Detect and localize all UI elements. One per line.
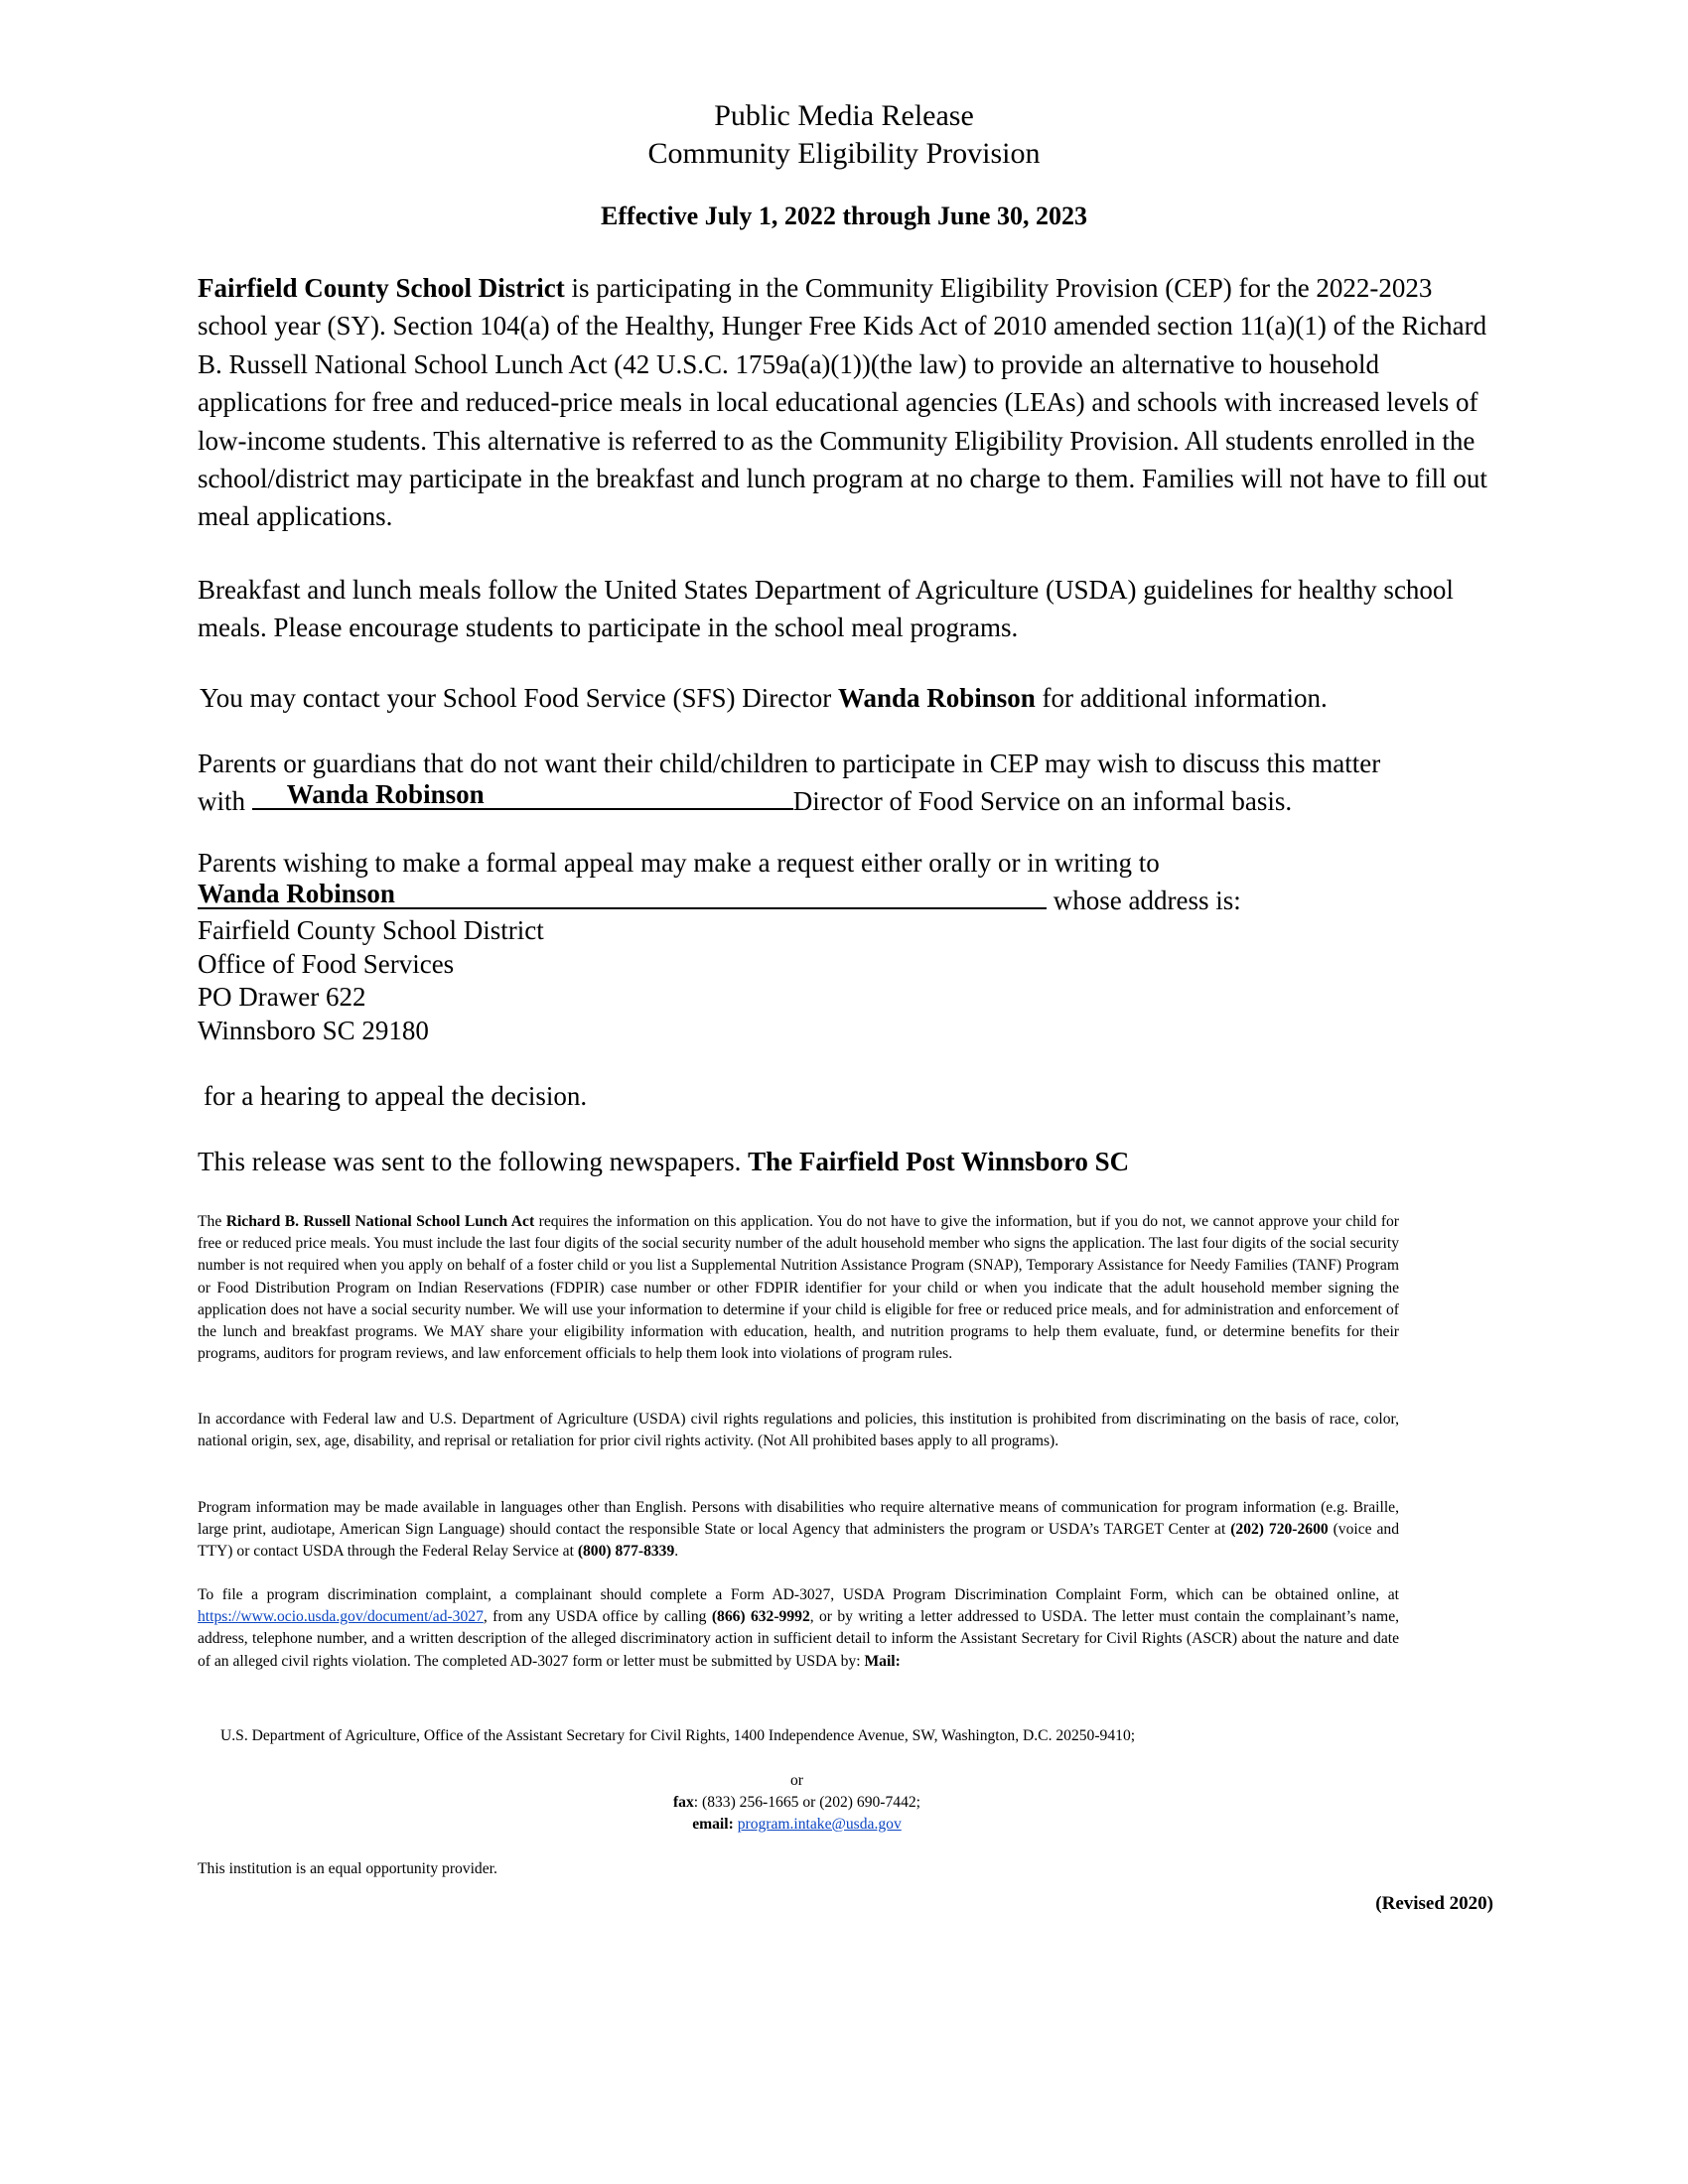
- program-information-statement: Program information may be made available in languages other than English. Persons with disabilities who require alternative means of communication for program information (e.g. Braille, large print, audiotape, American Sign Language) should contact the responsible State or local Agency that administers the program or USDA’s TARGET Center at (202) 720-2600 (voice and TTY) or contact USDA through the Federal Relay Service at (800) 877-8339.: [198, 1499, 1399, 1561]
- informal-name: Wanda Robinson: [286, 779, 485, 809]
- intro-paragraph: [198, 269, 1498, 536]
- informal-with: with: [198, 786, 252, 816]
- mail-address: U.S. Department of Agriculture, Office of the Assistant Secretary for Civil Rights, 1400 Independence Avenue, SW, Washington, D.C. 20250-9410;: [220, 1727, 1136, 1744]
- release-title: Public Media Release: [714, 99, 974, 132]
- newspapers-line: [198, 1145, 1129, 1178]
- guidelines-paragraph: Breakfast and lunch meals follow the United States Department of Agriculture (USDA) guidelines for healthy school meals. Please encourage students to participate in the school meal programs.: [198, 575, 1454, 643]
- address-line-3: PO Drawer 622: [198, 982, 366, 1012]
- email-label: email:: [692, 1816, 734, 1833]
- effective-dates: Effective July 1, 2022 through June 30, 2023: [601, 202, 1087, 230]
- formal-line-2: [198, 880, 1241, 917]
- informal-name-blank: [252, 780, 793, 810]
- email-link[interactable]: program.intake@usda.gov: [737, 1816, 902, 1833]
- newspapers-prefix: This release was sent to the following newspapers.: [198, 1147, 749, 1176]
- formal-suffix: whose address is:: [1053, 886, 1241, 915]
- formal-line-1: Parents wishing to make a formal appeal may make a request either orally or in writing to: [198, 848, 1160, 878]
- fax-label: fax: [672, 1794, 694, 1811]
- fax-value: : (833) 256-1665 or (202) 690-7442;: [693, 1794, 921, 1811]
- intro-text: is participating in the Community Eligibility Provision (CEP) for the 2022-2023 school year (SY). Section 104(a) of the Healthy, Hunger Free Kids Act of 2010 amended section 11(a)(1) of the Richard B. Russell National School Lunch Act (42 U.S.C. 1759a(a)(1))(the law) to provide an alternative to household applications for free and reduced-price meals in local educational agencies (LEAs) and schools with increased levels of low-income students. This alternative is referred to as the Community Eligibility Provision. All students enrolled in the school/district may participate in the breakfast and lunch program at no charge to them. Families will not have to fill out meal applications.: [198, 273, 1487, 532]
- informal-line-2: [198, 780, 1292, 818]
- newspaper-name: The Fairfield Post Winnsboro SC: [748, 1147, 1130, 1176]
- usda-office-phone: (866) 632-9992: [711, 1608, 810, 1626]
- formal-name: Wanda Robinson: [198, 879, 395, 908]
- act-name: Richard B. Russell National School Lunch Act: [225, 1213, 535, 1230]
- or-separator: or: [790, 1772, 803, 1789]
- formal-name-blank: [198, 880, 1047, 909]
- complaint-statement: To file a program discrimination complaint, a complainant should complete a Form AD-3027, USDA Program Discrimination Complaint Form, which can be obtained online, at https://www.ocio.usda.gov/document/ad-3027, from any USDA office by calling (866) 632-9992, or by writing a letter addressed to USDA. The letter must contain the complainant’s name, address, telephone number, and a written description of the alleged discriminatory action in sufficient detail to inform the Assistant Secretary for Civil Rights (ASCR) about the nature and date of an alleged civil rights violation. The completed AD-3027 form or letter must be submitted by USDA by: Mail:: [198, 1586, 1400, 1670]
- contact-paragraph: [200, 681, 1328, 715]
- target-center-phone: (202) 720-2600: [1230, 1521, 1329, 1539]
- equal-opportunity-statement: This institution is an equal opportunity provider.: [198, 1860, 497, 1877]
- contact-prefix: You may contact your School Food Service (SFS) Director: [200, 683, 838, 713]
- revision-note: (Revised 2020): [1375, 1893, 1493, 1914]
- nondiscrimination-statement: In accordance with Federal law and U.S. Department of Agriculture (USDA) civil rights regulations and policies, this institution is prohibited from discriminating on the basis of race, color, national origin, sex, age, disability, and reprisal or retaliation for prior civil rights activity. (Not All prohibited bases apply to all programs).: [198, 1411, 1399, 1450]
- release-subtitle: Community Eligibility Provision: [647, 137, 1041, 170]
- privacy-act-statement: The Richard B. Russell National School Lunch Act requires the information on this application. You do not have to give the information, but if you do not, we cannot approve your child for free or reduced price meals. You must include the last four digits of the social security number of the adult household member who signs the application. The last four digits of the social security number is not required when you apply on behalf of a foster child or you list a Supplemental Nutrition Assistance Program (SNAP), Temporary Assistance for Needy Families (TANF) Program or Food Distribution Program on Indian Reservations (FDPIR) case number or other FDPIR identifier for your child or when you indicate that the adult household member signing the application does not have a social security number. We will use your information to determine if your child is eligible for free or reduced price meals, and for administration and enforcement of the lunch and breakfast programs. We MAY share your eligibility information with education, health, and nutrition programs to help them evaluate, fund, or determine benefits for their programs, auditors for program reviews, and law enforcement officials to help them look into violations of program rules.: [198, 1213, 1399, 1363]
- district-name: Fairfield County School District: [198, 273, 565, 303]
- mail-label: Mail:: [864, 1652, 901, 1670]
- informal-suffix: Director of Food Service on an informal basis.: [792, 786, 1293, 816]
- address-line-4: Winnsboro SC 29180: [198, 1016, 429, 1045]
- email-line: [0, 1814, 1594, 1836]
- contact-suffix: for additional information.: [1035, 683, 1328, 713]
- ad-3027-link[interactable]: https://www.ocio.usda.gov/document/ad-3027: [198, 1608, 484, 1626]
- contact-name: Wanda Robinson: [837, 683, 1036, 713]
- informal-line-1: Parents or guardians that do not want their child/children to participate in CEP may wish to discuss this matter: [198, 749, 1381, 778]
- federal-relay-phone: (800) 877-8339: [577, 1543, 675, 1561]
- fax-line: [0, 1792, 1594, 1814]
- address-line-1: Fairfield County School District: [198, 915, 544, 945]
- hearing-line: for a hearing to appeal the decision.: [204, 1081, 588, 1111]
- address-line-2: Office of Food Services: [198, 949, 455, 979]
